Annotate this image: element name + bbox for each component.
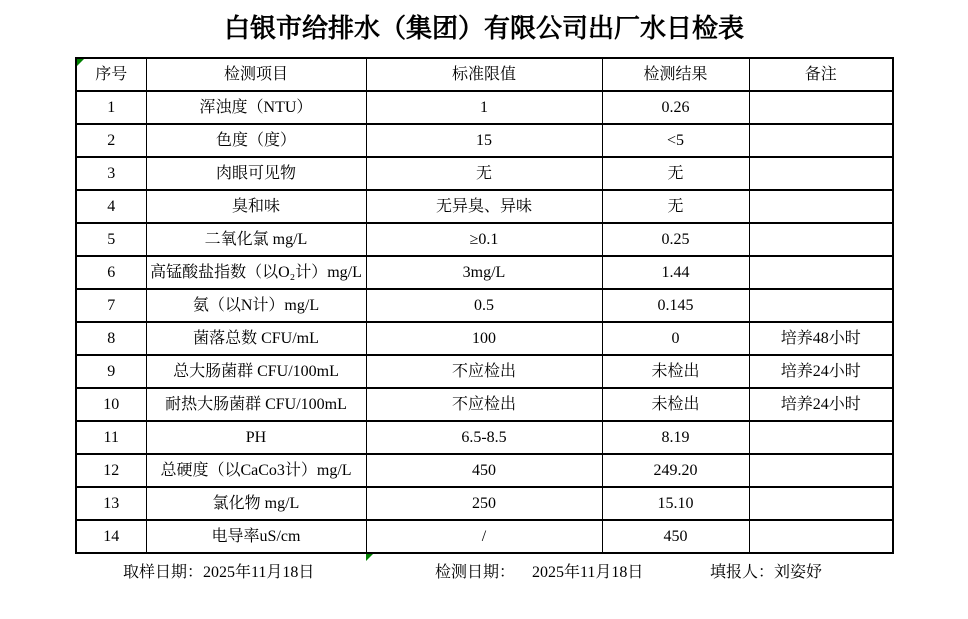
cell-no: 11 bbox=[76, 421, 146, 454]
cell-remark bbox=[749, 256, 893, 289]
cell-no: 7 bbox=[76, 289, 146, 322]
cell-result: 0.25 bbox=[602, 223, 749, 256]
cell-result: 8.19 bbox=[602, 421, 749, 454]
cell-remark: 培养24小时 bbox=[749, 388, 893, 421]
cell-item: 氨（以N计）mg/L bbox=[146, 289, 366, 322]
cell-result: 249.20 bbox=[602, 454, 749, 487]
cell-item: 氯化物 mg/L bbox=[146, 487, 366, 520]
cell-result: 无 bbox=[602, 157, 749, 190]
table-row bbox=[76, 289, 893, 322]
col-header-item: 检测项目 bbox=[146, 58, 366, 91]
table-header-row bbox=[76, 58, 893, 91]
cell-no: 4 bbox=[76, 190, 146, 223]
cell-remark bbox=[749, 487, 893, 520]
cell-remark bbox=[749, 289, 893, 322]
sampling-date-value: 2025年11月18日 bbox=[203, 564, 315, 581]
cell-result: 无 bbox=[602, 190, 749, 223]
cell-no: 6 bbox=[76, 256, 146, 289]
testing-date-label: 检测日期： bbox=[435, 564, 516, 581]
cell-error-marker-icon bbox=[77, 59, 84, 66]
cell-item: 肉眼可见物 bbox=[146, 157, 366, 190]
cell-remark bbox=[749, 421, 893, 454]
cell-remark bbox=[749, 223, 893, 256]
cell-remark bbox=[749, 124, 893, 157]
sampling-date bbox=[123, 562, 314, 584]
cell-remark bbox=[749, 520, 893, 553]
cell-limit: 6.5-8.5 bbox=[366, 421, 602, 454]
cell-limit: 100 bbox=[366, 322, 602, 355]
cell-item: 臭和味 bbox=[146, 190, 366, 223]
cell-limit: 无 bbox=[366, 157, 602, 190]
table-row bbox=[76, 91, 893, 124]
col-header-remark: 备注 bbox=[749, 58, 893, 91]
cell-limit: ≥0.1 bbox=[366, 223, 602, 256]
cell-limit: 250 bbox=[366, 487, 602, 520]
cell-remark bbox=[749, 190, 893, 223]
cell-error-marker-icon bbox=[366, 554, 373, 561]
cell-result: 0.26 bbox=[602, 91, 749, 124]
cell-limit: 不应检出 bbox=[366, 355, 602, 388]
cell-result: 未检出 bbox=[602, 388, 749, 421]
cell-limit: 450 bbox=[366, 454, 602, 487]
table-row bbox=[76, 388, 893, 421]
cell-limit: 无异臭、异味 bbox=[366, 190, 602, 223]
cell-no: 12 bbox=[76, 454, 146, 487]
cell-no: 1 bbox=[76, 91, 146, 124]
table-row bbox=[76, 520, 893, 553]
col-header-result: 检测结果 bbox=[602, 58, 749, 91]
page-title: 白银市给排水（集团）有限公司出厂水日检表 bbox=[223, 14, 744, 43]
table-row bbox=[76, 322, 893, 355]
testing-date-value: 2025年11月18日 bbox=[532, 564, 644, 581]
cell-limit: 3mg/L bbox=[366, 256, 602, 289]
cell-no: 8 bbox=[76, 322, 146, 355]
table-row bbox=[76, 223, 893, 256]
cell-result: 未检出 bbox=[602, 355, 749, 388]
cell-result: 0 bbox=[602, 322, 749, 355]
cell-item: 电导率uS/cm bbox=[146, 520, 366, 553]
reporter-name: 刘姿妤 bbox=[774, 564, 823, 581]
table-row bbox=[76, 355, 893, 388]
cell-no: 2 bbox=[76, 124, 146, 157]
cell-result: <5 bbox=[602, 124, 749, 157]
cell-item: 总大肠菌群 CFU/100mL bbox=[146, 355, 366, 388]
table-row bbox=[76, 256, 893, 289]
cell-limit: 15 bbox=[366, 124, 602, 157]
footer bbox=[0, 562, 968, 586]
testing-date bbox=[435, 562, 643, 584]
cell-no: 10 bbox=[76, 388, 146, 421]
cell-remark bbox=[749, 157, 893, 190]
cell-item: 耐热大肠菌群 CFU/100mL bbox=[146, 388, 366, 421]
table-row bbox=[76, 190, 893, 223]
cell-no: 14 bbox=[76, 520, 146, 553]
reporter-label: 填报人： bbox=[710, 564, 775, 581]
table-row bbox=[76, 454, 893, 487]
cell-item: 总硬度（以CaCo3计）mg/L bbox=[146, 454, 366, 487]
reporter bbox=[710, 562, 822, 584]
cell-item: 高锰酸盐指数（以O₂计）mg/L bbox=[146, 256, 366, 289]
cell-item: 菌落总数 CFU/mL bbox=[146, 322, 366, 355]
cell-limit: / bbox=[366, 520, 602, 553]
table-row bbox=[76, 487, 893, 520]
cell-result: 1.44 bbox=[602, 256, 749, 289]
cell-no: 9 bbox=[76, 355, 146, 388]
col-header-limit: 标准限值 bbox=[366, 58, 602, 91]
cell-limit: 不应检出 bbox=[366, 388, 602, 421]
cell-remark: 培养24小时 bbox=[749, 355, 893, 388]
table-row bbox=[76, 421, 893, 454]
cell-limit: 0.5 bbox=[366, 289, 602, 322]
cell-result: 450 bbox=[602, 520, 749, 553]
table-row bbox=[76, 124, 893, 157]
cell-remark: 培养48小时 bbox=[749, 322, 893, 355]
table-row bbox=[76, 157, 893, 190]
cell-remark bbox=[749, 91, 893, 124]
cell-result: 15.10 bbox=[602, 487, 749, 520]
sampling-date-label: 取样日期： bbox=[123, 564, 204, 581]
cell-no: 3 bbox=[76, 157, 146, 190]
cell-no: 13 bbox=[76, 487, 146, 520]
col-header-no: 序号 bbox=[76, 58, 146, 91]
cell-item: 色度（度） bbox=[146, 124, 366, 157]
cell-item: 浑浊度（NTU） bbox=[146, 91, 366, 124]
cell-result: 0.145 bbox=[602, 289, 749, 322]
cell-limit: 1 bbox=[366, 91, 602, 124]
inspection-table bbox=[75, 57, 894, 554]
cell-remark bbox=[749, 454, 893, 487]
cell-item: 二氧化氯 mg/L bbox=[146, 223, 366, 256]
cell-no: 5 bbox=[76, 223, 146, 256]
cell-item: PH bbox=[146, 421, 366, 454]
